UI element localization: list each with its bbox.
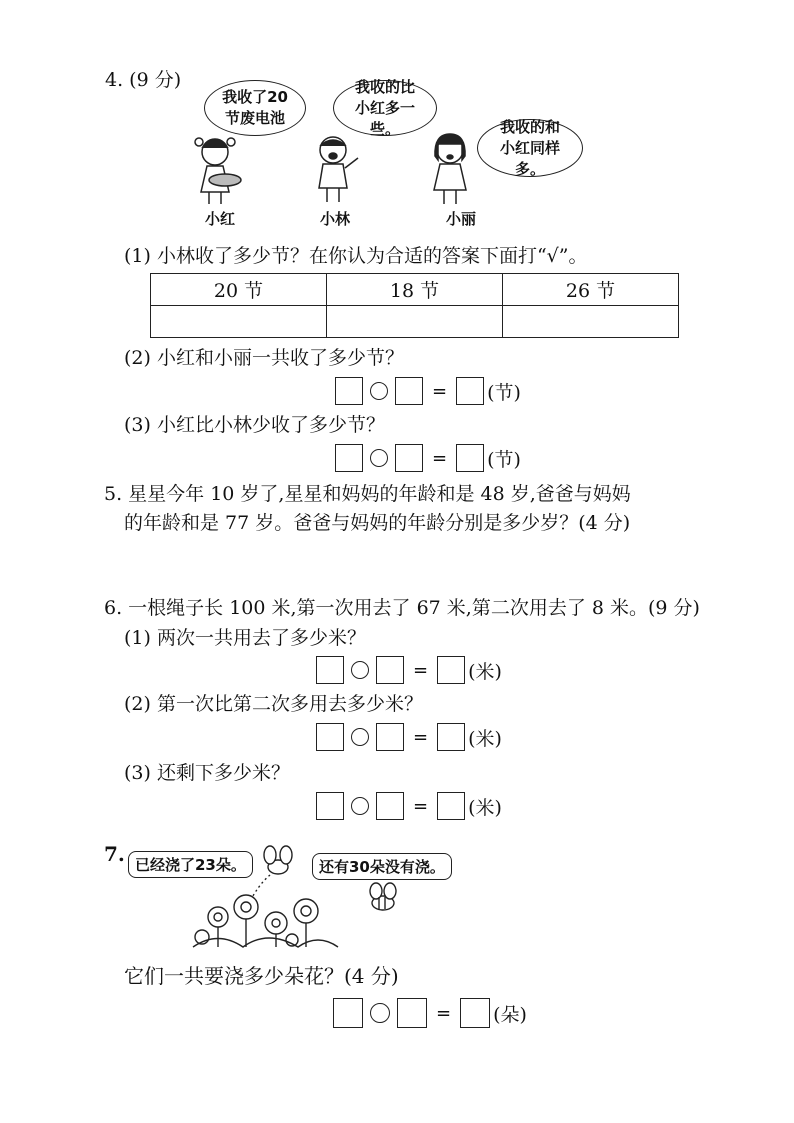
unit-label: (米): [468, 660, 502, 683]
equation-q7: [333, 998, 527, 1028]
flowers-icon: [193, 895, 338, 947]
name-xiaolin: 小林: [320, 210, 351, 228]
answer-box[interactable]: [397, 998, 427, 1028]
bubble-xiaoli: 我收的和小红同样多。: [477, 119, 583, 177]
q5-line2: 的年龄和是 77 岁。爸爸与妈妈的年龄分别是多少岁？(4 分): [124, 512, 631, 534]
check-cell-20[interactable]: [151, 306, 327, 338]
check-cell-18[interactable]: [327, 306, 503, 338]
equals-sign: =: [413, 795, 429, 817]
q7-question: 它们一共要浇多少朵花？(4 分): [124, 964, 399, 988]
q6-line1: 6. 一根绳子长 100 米,第一次用去了 67 米,第二次用去了 8 米。(9 分): [104, 597, 700, 619]
answer-box[interactable]: [456, 377, 484, 405]
unit-label: (节): [487, 448, 521, 471]
q4-part3: (3) 小红比小林少收了多少节？: [124, 414, 385, 436]
answer-box[interactable]: [376, 656, 404, 684]
q7-number: 7.: [104, 842, 125, 866]
equation-q6-3: [316, 791, 502, 821]
bubble-xiaohong: 我收了20节废电池: [204, 80, 306, 136]
operator-circle[interactable]: [351, 661, 369, 679]
bubble-xiaolin: 我收的比小红多一些。: [333, 80, 437, 136]
answer-box[interactable]: [376, 723, 404, 751]
children-illustration: [185, 130, 485, 210]
answer-box[interactable]: [437, 656, 465, 684]
answer-box[interactable]: [395, 444, 423, 472]
name-xiaohong: 小红: [205, 210, 236, 228]
unit-label: (米): [468, 727, 502, 750]
answer-box[interactable]: [316, 656, 344, 684]
name-xiaoli: 小丽: [446, 210, 477, 228]
equation-q6-2: [316, 722, 502, 752]
operator-circle[interactable]: [370, 1003, 390, 1023]
answer-box[interactable]: [460, 998, 490, 1028]
operator-circle[interactable]: [351, 728, 369, 746]
check-cell-26[interactable]: [503, 306, 679, 338]
equals-sign: =: [436, 1002, 452, 1024]
sign-remaining: 还有30朵没有浇。: [312, 853, 452, 880]
unit-label: (节): [487, 381, 521, 404]
answer-box[interactable]: [437, 792, 465, 820]
q6-part3: (3) 还剩下多少米？: [124, 762, 290, 784]
answer-box[interactable]: [316, 723, 344, 751]
answer-box[interactable]: [335, 377, 363, 405]
answer-table: [150, 273, 679, 338]
option-20: 20 节: [151, 274, 327, 306]
answer-box[interactable]: [456, 444, 484, 472]
girl-xiaoli-icon: [434, 134, 466, 204]
garden-illustration: [188, 845, 418, 950]
answer-box[interactable]: [376, 792, 404, 820]
equals-sign: =: [413, 726, 429, 748]
equation-q6-1: [316, 655, 502, 685]
q4-header: 4. (9 分): [105, 69, 182, 91]
answer-box[interactable]: [333, 998, 363, 1028]
q4-part1: (1) 小林收了多少节？在你认为合适的答案下面打“√”。: [124, 245, 588, 267]
option-18: 18 节: [327, 274, 503, 306]
q6-part1: (1) 两次一共用去了多少米？: [124, 627, 366, 649]
operator-circle[interactable]: [370, 382, 388, 400]
unit-label: (朵): [493, 1003, 527, 1026]
operator-circle[interactable]: [370, 449, 388, 467]
answer-box[interactable]: [316, 792, 344, 820]
q5-line1: 5. 星星今年 10 岁了,星星和妈妈的年龄和是 48 岁,爸爸与妈妈: [104, 483, 631, 505]
unit-label: (米): [468, 796, 502, 819]
equation-q4-2: [335, 376, 521, 406]
equals-sign: =: [432, 380, 448, 402]
bee-watering-icon: [248, 846, 292, 905]
equation-q4-3: [335, 443, 521, 473]
boy-xiaolin-icon: [319, 137, 358, 202]
equals-sign: =: [413, 659, 429, 681]
operator-circle[interactable]: [351, 797, 369, 815]
answer-box[interactable]: [335, 444, 363, 472]
bee-icon: [370, 883, 396, 910]
option-26: 26 节: [503, 274, 679, 306]
equals-sign: =: [432, 447, 448, 469]
sign-watered: 已经浇了23朵。: [128, 851, 253, 878]
q4-part2: (2) 小红和小丽一共收了多少节？: [124, 347, 404, 369]
answer-box[interactable]: [395, 377, 423, 405]
girl-xiaohong-icon: [195, 138, 241, 204]
q6-part2: (2) 第一次比第二次多用去多少米？: [124, 693, 423, 715]
answer-box[interactable]: [437, 723, 465, 751]
